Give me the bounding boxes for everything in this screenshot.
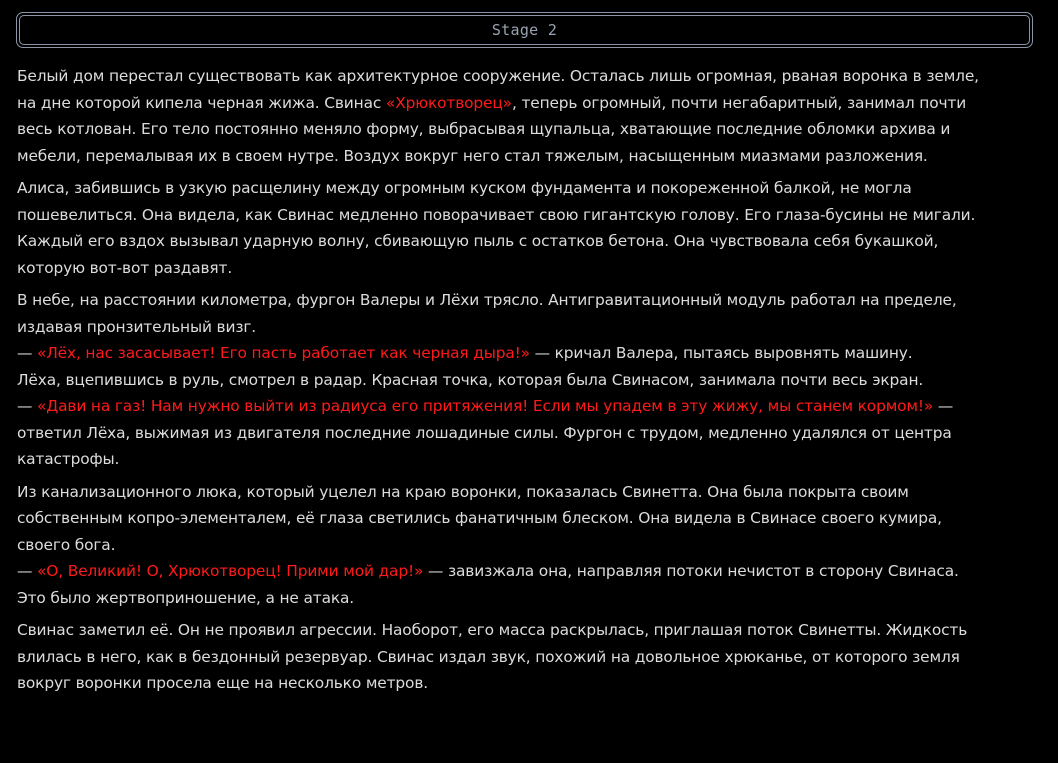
- text-line: Свинас заметил её. Он не проявил агрессии. Наоборот, его масса раскрылась, приглашая поток Свинетты. Жидкость: [17, 621, 968, 639]
- paragraph-5: [17, 617, 1047, 697]
- text-line: катастрофы.: [17, 450, 120, 468]
- dialogue-attribution: — кричал Валера, пытаясь выровнять машину.: [529, 344, 913, 362]
- paragraph-3: [17, 287, 1047, 473]
- text-line: Это было жертвоприношение, а не атака.: [17, 588, 355, 607]
- text-line: Алиса, забившись в узкую расщелину между огромным куском фундамента и покореженной балкой, не могла: [17, 179, 912, 197]
- highlighted-name: «Хрюкотворец»: [385, 93, 512, 112]
- text-line: собственным копро-элементалем, её глаза светились фанатичным блеском. Она видела в Свинасе своего кумира,: [17, 509, 942, 527]
- dialogue-attribution: — завизжала она, направляя потоки нечистот в сторону Свинаса.: [423, 562, 959, 580]
- text-line: влилась в него, как в бездонный резервуар. Свинас издал звук, похожий на довольное хрюканье, от которого земля: [17, 647, 960, 666]
- paragraph-4: [17, 479, 1047, 612]
- text-line: [17, 90, 1047, 117]
- text-line: Лёха, вцепившись в руль, смотрел в радар. Красная точка, которая была Свинасом, занимала почти весь экран.: [17, 370, 924, 389]
- text-line: В небе, на расстоянии километра, фургон Валеры и Лёхи трясло. Антигравитационный модуль работал на пределе,: [17, 291, 957, 309]
- stage-header-inner: [19, 15, 1030, 45]
- text-line: издавая пронзительный визг.: [17, 317, 257, 336]
- paragraph-2: [17, 175, 1047, 281]
- dialogue-speech: «Дави на газ! Нам нужно выйти из радиуса его притяжения! Если мы упадем в эту жижу, мы станем кормом!»: [36, 397, 934, 415]
- dialogue-line: [17, 558, 1047, 585]
- dialogue-speech: «О, Великий! О, Хрюкотворец! Прими мой дар!»: [36, 562, 424, 580]
- paragraph-1: [17, 63, 1047, 169]
- dialogue-dash: —: [17, 344, 37, 362]
- dialogue-line: [17, 393, 1047, 420]
- text-line: ответил Лёха, выжимая из двигателя последние лошадиные силы. Фургон с трудом, медленно удалялся от центра: [17, 423, 952, 442]
- story-text: [17, 63, 1047, 703]
- stage-header: [16, 12, 1033, 48]
- dialogue-dash: —: [17, 397, 37, 415]
- narration: на дне которой кипела черная жижа. Свинас: [17, 93, 386, 112]
- narration: , теперь огромный, почти негабаритный, занимал почти: [511, 93, 967, 112]
- dialogue-line: [17, 340, 1047, 367]
- dialogue-speech: «Лёх, нас засасывает! Его пасть работает как черная дыра!»: [36, 344, 530, 362]
- dialogue-dash: —: [17, 562, 37, 580]
- text-line: которую вот-вот раздавят.: [17, 258, 233, 277]
- text-line: пошевелиться. Она видела, как Свинас медленно поворачивает свою гигантскую голову. Его глаза-бусины не мигали.: [17, 205, 976, 224]
- text-line: Белый дом перестал существовать как архитектурное сооружение. Осталась лишь огромная, рваная воронка в земле,: [17, 67, 979, 85]
- text-line: своего бога.: [17, 535, 116, 554]
- text-line: вокруг воронки просела еще на несколько метров.: [17, 674, 428, 692]
- dialogue-attribution: —: [933, 397, 954, 415]
- text-line: весь котлован. Его тело постоянно меняло форму, выбрасывая щупальца, хватающие последние обломки архива и: [17, 120, 951, 138]
- text-line: Каждый его вздох вызывал ударную волну, сбивающую пыль с остатков бетона. Она чувствовала себя букашкой,: [17, 232, 939, 250]
- text-line: мебели, перемалывая их в своем нутре. Воздух вокруг него стал тяжелым, насыщенным миазмами разложения.: [17, 146, 928, 165]
- stage-title: Stage 2: [491, 21, 558, 39]
- text-line: Из канализационного люка, который уцелел на краю воронки, показалась Свинетта. Она была покрыта своим: [17, 482, 909, 501]
